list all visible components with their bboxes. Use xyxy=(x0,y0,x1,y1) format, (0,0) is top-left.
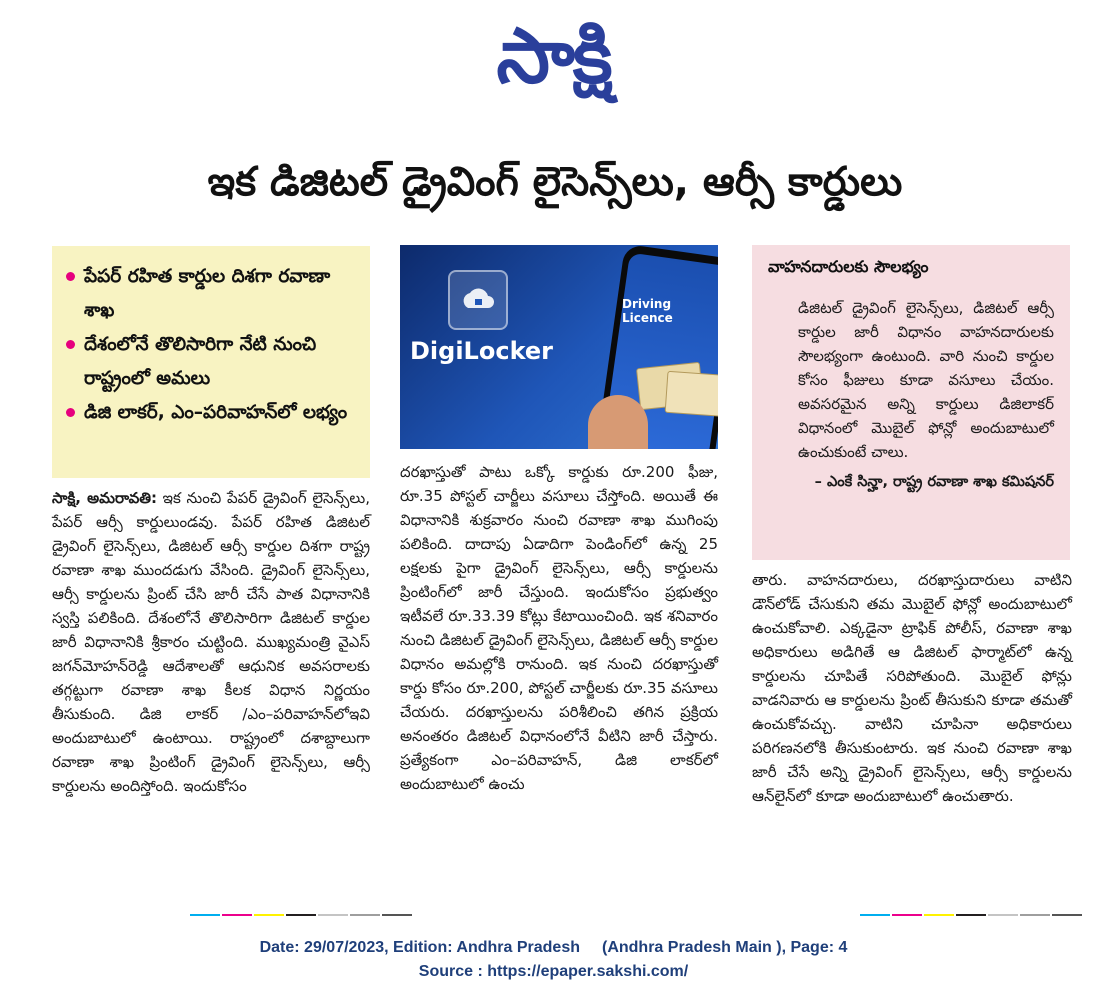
article-text: దరఖాస్తుతో పాటు ఒక్కో కార్డుకు రూ.200 ఫీజు, రూ.35 పోస్టల్ చార్జీలు వసూలు చేస్తోంది. అయితే ఈ విధానానికి శుక్రవారం నుంచి రవాణా శాఖ ముగింపు పలికింది. దాదాపు ఏడాదిగా పెండింగ్‌లో ఉన్న 25 లక్షలకు పైగా డ్రైవింగ్ లైసెన్స్‌లు, ఆర్సీ కార్డులను ప్రింటింగ్‌లో జారీ చేస్తుంది. ఇందుకోసం ప్రభుత్వం ఇటీవలే రూ.33.39 కోట్లు కేటాయించింది. ఇక శనివారం నుంచి డిజిటల్ డ్రైవింగ్ లైసెన్స్‌లు, డిజిటల్ ఆర్సీ కార్డుల విధానం అమల్లోకి రానుంది. ఇక నుంచి దరఖాస్తుతో కార్డు కోసం రూ.200, పోస్టల్ చార్జీలకు రూ.35 వసూలు చేయరు. దరఖాస్తులను పరిశీలించి తగిన ప్రక్రియ అనంతరం డిజిటల్ విధానంలోనే వీటిని జారీ చేస్తారు. ప్రత్యేకంగా ఎం–పరివాహన్, డిజి లాకర్‌లో అందుబాటులో ఉంచు xyxy=(400,463,718,793)
article-text: తారు. వాహనదారులు, దరఖాస్తుదారులు వాటిని డౌన్‌లోడ్ చేసుకుని తమ మొబైల్ ఫోన్లో అందుబాటులో ఉంచుకోవాలి. ఎక్కడైనా ట్రాఫిక్ పోలీస్, రవాణా శాఖ అధికారులు అడిగితే ఆ డిజిటల్ ఫార్మాట్‌లో ఉన్న కార్డులను చూపితే సరిపోతుంది. మొబైల్ ఫోన్లు వాడనివారు ఆ కార్డులను ప్రింట్ తీసుకుని కూడా తమతో ఉంచుకోవచ్చు. వాటిని చూపినా అధికారులు పరిగణనలోకి తీసుకుంటారు. ఇక నుంచి రవాణా శాఖ జారీ చేసే అన్ని డ్రైవింగ్ లైసెన్స్‌లు, ఆర్సీ కార్డులను ఆన్‌లైన్‌లో కూడా అందుబాటులో ఉంచుతారు. xyxy=(752,571,1072,805)
thumb-illustration xyxy=(588,395,648,449)
sidebar-box xyxy=(752,245,1070,560)
bullet-icon xyxy=(66,272,75,281)
print-color-bar xyxy=(190,914,414,916)
sidebar-attribution: – ఎంకే సిన్హా, రాష్ట్ర రవాణా శాఖ కమిషనర్ xyxy=(814,474,1054,490)
headline: ఇక డిజిటల్ డ్రైవింగ్ లైసెన్స్‌లు, ఆర్సీ కార్డులు xyxy=(207,159,903,205)
footer-source[interactable]: Source : https://epaper.sakshi.com/ xyxy=(418,963,689,980)
article-column-1 xyxy=(52,486,370,798)
footer-page-info: (Andhra Pradesh Main ), Page: 4 xyxy=(602,939,848,956)
digilocker-photo xyxy=(400,245,718,449)
footer-date-edition: Date: 29/07/2023, Edition: Andhra Pradesh xyxy=(259,939,580,956)
license-card-icon xyxy=(665,371,718,417)
footer xyxy=(0,936,1107,984)
article-column-3 xyxy=(752,568,1072,808)
highlight-item: దేశంలోనే తొలిసారిగా నేటి నుంచి రాష్ట్రంలో అమలు xyxy=(66,328,358,396)
article-column-2 xyxy=(400,460,718,796)
digilocker-brand: DigiLocker xyxy=(410,337,553,365)
bullet-icon xyxy=(66,340,75,349)
masthead-logo xyxy=(0,11,1107,100)
print-color-bar xyxy=(860,914,1084,916)
phone-screen-label: Driving Licence xyxy=(622,297,673,325)
bullet-icon xyxy=(66,408,75,417)
article-text: ఇక నుంచి పేపర్ డ్రైవింగ్ లైసెన్స్‌లు, పేపర్ ఆర్సీ కార్డులుండవు. పేపర్ రహిత డిజిటల్ డ్రైవింగ్ లైసెన్స్‌లు, డిజిటల్ ఆర్సీ కార్డుల దిశగా రాష్ట్ర రవాణా శాఖ ముందడుగు వేసింది. డ్రైవింగ్ లైసెన్స్‌లు, ఆర్సీ కార్డులను ప్రింట్ చేసి జారీ చేసే పాత విధానానికి స్వస్తి పలికింది. దేశంలోనే తొలిసారిగా డిజిటల్ కార్డుల జారీ విధానానికి శ్రీకారం చుట్టింది. ముఖ్యమంత్రి వైఎస్ జగన్‌మోహన్‌రెడ్డి ఆదేశాలతో ఆధునిక అవసరాలకు తగ్గట్టుగా రవాణా శాఖ కీలక విధాన నిర్ణయం తీసుకుంది. డిజి లాకర్ /ఎం–పరివాహన్‌లోఇవి అందుబాటులో ఉంటాయి. రాష్ట్రంలో దశాబ్దాలుగా రవాణా శాఖ ప్రింటింగ్ డ్రైవింగ్ లైసెన్స్‌లు, ఆర్సీ కార్డులను అందిస్తోంది. ఇందుకోసం xyxy=(52,489,370,795)
dateline: సాక్షి, అమరావతి: xyxy=(52,489,157,507)
cloud-lock-icon xyxy=(448,270,508,330)
masthead-logo-text: సాక్షి xyxy=(496,11,611,100)
highlight-item: పేపర్ రహిత కార్డుల దిశగా రవాణా శాఖ xyxy=(66,260,358,328)
sidebar-title: వాహనదారులకు సౌలభ్యం xyxy=(768,257,929,276)
highlights-box xyxy=(52,246,370,478)
sidebar-body: డిజిటల్ డ్రైవింగ్ లైసెన్స్‌లు, డిజిటల్ ఆర్సీ కార్డుల జారీ విధానం వాహనదారులకు సౌలభ్యంగా ఉంటుంది. వారి నుంచి కార్డుల కోసం ఫీజులు కూడా వసూలు చేయం. అవసరమైన అన్ని కార్డులు డిజిలాకర్ విధానంలో మొబైల్ ఫోన్లో అందుబాటులో ఉంచుకుంటే చాలు. xyxy=(798,299,1054,461)
highlight-item: డిజి లాకర్, ఎం–పరివాహన్‌లో లభ్యం xyxy=(66,396,358,430)
